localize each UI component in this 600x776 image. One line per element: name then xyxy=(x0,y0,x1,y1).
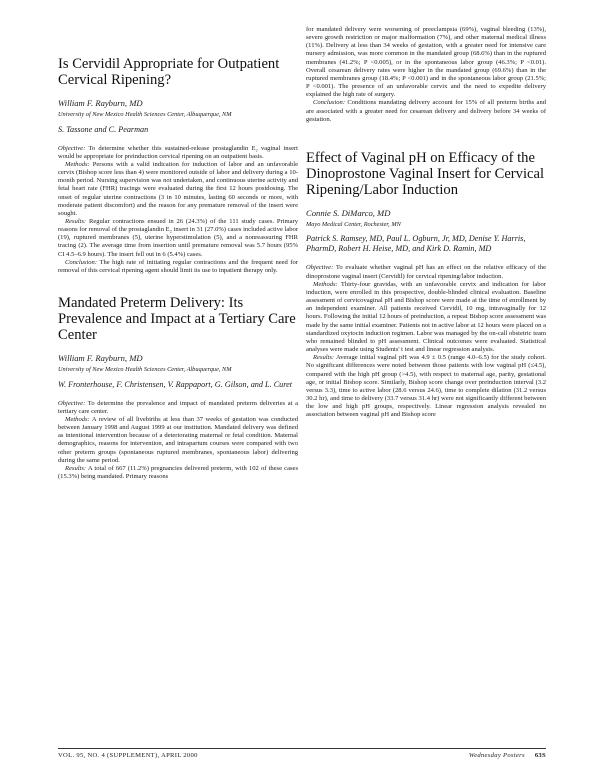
right-column xyxy=(306,26,546,419)
coauthors: S. Tassone and C. Pearman xyxy=(58,124,149,134)
article-1 xyxy=(58,56,298,275)
left-column xyxy=(58,36,298,481)
journal-issue: VOL. 95, NO. 4 (SUPPLEMENT), APRIL 2000 xyxy=(58,752,198,759)
affiliation: University of New Mexico Health Sciences Center, Albuquerque, NM xyxy=(58,111,232,118)
article-3 xyxy=(306,150,546,420)
article-title: Is Cervidil Appropriate for Outpatient Cervical Ripening? xyxy=(58,56,280,88)
article-title: Effect of Vaginal pH on Efficacy of the Dinoprostone Vaginal Insert for Cervical Ripening/Labor Induction xyxy=(306,149,545,198)
author-main: William F. Rayburn, MD xyxy=(58,98,143,108)
author-main: William F. Rayburn, MD xyxy=(58,353,143,364)
objective-paragraph: Objective: To determine the prevalence and impact of mandated preterm deliveries at a tertiary care center. xyxy=(58,399,298,415)
article-2 xyxy=(58,295,298,481)
spacer xyxy=(306,124,546,150)
results-paragraph: Results: A total of 667 (11.2%) pregnancies delivered preterm, with 102 of these cases (15.3%) being mandated. Primary reasons xyxy=(58,464,298,481)
section-name: Wednesday Posters xyxy=(468,752,525,759)
results-paragraph: Results: Average initial vaginal pH was 4.9 ± 0.5 (range 4.0–6.5) for the study cohort. No significant differences were noted between those patients with low vaginal pH (≤4.5), compared with the high pH group (>4.5), with respect to maternal age, parity, gestational age, or initial Bishop score. Similarly, Bishop score change over preinduction interval (3.2 versus 3.3), time to active labor (28.6 versus 24.6), time to complete dilation (31.2 versus 30.2 hr), and time to delivery (33.7 versus 31.4 hr) were not significantly different between the low and high pH groups, respectively. Linear regression analysis revealed no association between vaginal pH and Bishop score xyxy=(306,354,546,419)
results-continued-paragraph: for mandated delivery were worsening of preeclampsia (69%), vaginal bleeding (13%), severe growth restriction or major malformation (7%), and other maternal medical illness (11%). Delivery at less than 34 weeks of gestation, with a greater need for intensive care nursery admission, was more common in the mandated group (68.6%) than in the ruptured membranes (41.2%; P <0.005), or in the spontaneous labor group (46.3%; P <0.01). Overall cesarean delivery rates were higher in the mandated group (69.6%) than in the ruptured membranes group (18.4%; P <0.001) and in the spontaneous labor group (21.5%; P <0.001). The presence of an unfavorable cervix and the need to expedite delivery explained the high rate of surgery. xyxy=(306,26,546,99)
spacer xyxy=(58,275,298,295)
methods-paragraph: Methods: Persons with a valid indication for induction of labor and an unfavorable cervix (Bishop score less than 4) were monitored outside of labor and delivery during a 10-month period. Nursing supervision was not undertaken, and continuous uterine activity and fetal heart rate (FHR) tracings were evaluated during the first 12 hours postdosing. The onset of regular uterine contractions (3 in 10 minutes, lasting 60 seconds or more, with moderate patient discomfort) and the reason for any premature removal of the insert were sought. xyxy=(58,160,298,217)
page-footer xyxy=(58,748,546,759)
conclusion-paragraph: Conclusion: Conditions mandating delivery account for 15% of all preterm births and are associated with a greater need for cesarean delivery and delivery before 34 weeks of gestation. xyxy=(306,99,546,123)
author-main: Connie S. DiMarco, MD xyxy=(306,207,391,218)
coauthors: Patrick S. Ramsey, MD, Paul L. Ogburn, Jr, MD, Denise Y. Harris, PharmD, Robert H. Heise, MD, and Kirk D. Ramin, MD xyxy=(306,234,526,254)
page-number: 63S xyxy=(534,752,546,759)
affiliation: Mayo Medical Center, Rochester, MN xyxy=(306,220,401,228)
article-2-continued xyxy=(306,26,546,124)
coauthors: W. Fronterhouse, F. Christensen, V. Rappaport, G. Gilson, and L. Curet xyxy=(58,379,293,389)
results-paragraph: Results: Regular contractions ensued in 26 (24.3%) of the 111 study cases. Primary reasons for removal of the prostaglandin E₂ insert in 31 (27.0%) cases included active labor (19), ruptured membranes (5), uterine hyperstimulation (5), and a nonreassuring FHR tracing (2). The average time from insertion until premature removal was 5.7 hours (95% CI 4.5–6.9 hours). The insert fell out in 6 (5.4%) cases. xyxy=(58,218,298,258)
objective-paragraph: Objective: To determine whether this sustained-release prostaglandin E₂ vaginal insert would be appropriate for preinduction cervical ripening on an outpatient basis. xyxy=(58,144,298,160)
affiliation: University of New Mexico Health Sciences Center, Albuquerque, NM xyxy=(58,366,232,374)
footer-right xyxy=(461,752,546,759)
methods-paragraph: Methods: A review of all livebirths at less than 37 weeks of gestation was conducted between January 1998 and August 1999 at our institution. Mandated delivery was defined as intentional intervention because of a deteriorating maternal or fetal condition. Maternal demographics, reasons for intervention, and intrapartum courses were compared with two other preterm groups (spontaneous ruptured membranes, spontaneous labor) delivering during the same period. xyxy=(58,416,298,464)
conclusion-paragraph: Conclusion: The high rate of initiating regular contractions and the frequent need for removal of this cervical ripening agent should limit its use to inpatient therapy only. xyxy=(58,258,298,274)
methods-paragraph: Methods: Thirty-four gravidas, with an unfavorable cervix and indication for labor induction, were enrolled in this prospective, double-blinded clinical evaluation. Baseline assessment of cervicovaginal pH and Bishop score were made at the time of enrollment by an independent examiner. All patients received Cervidil, 10 mg, intravaginally for 12 hours. Following the initial 12 hours of preinduction, a repeat Bishop score assessment was made by the same initial examiner. Patients not in active labor at 12 hours were placed on a standardized oxytocin induction regimen. Labor was managed by the on-call obstetric team who remained blinded to pH assessment. Clinical outcomes were evaluated. Statistical analyses were made using Students' t test and linear regression analysis. xyxy=(306,280,546,354)
article-title: Mandated Preterm Delivery: Its Prevalence and Impact at a Tertiary Care Center xyxy=(58,295,296,344)
objective-paragraph: Objective: To evaluate whether vaginal pH has an effect on the relative efficacy of the dinoprostone vaginal insert (Cervidil) for cervical ripening/labor induction. xyxy=(306,264,546,280)
